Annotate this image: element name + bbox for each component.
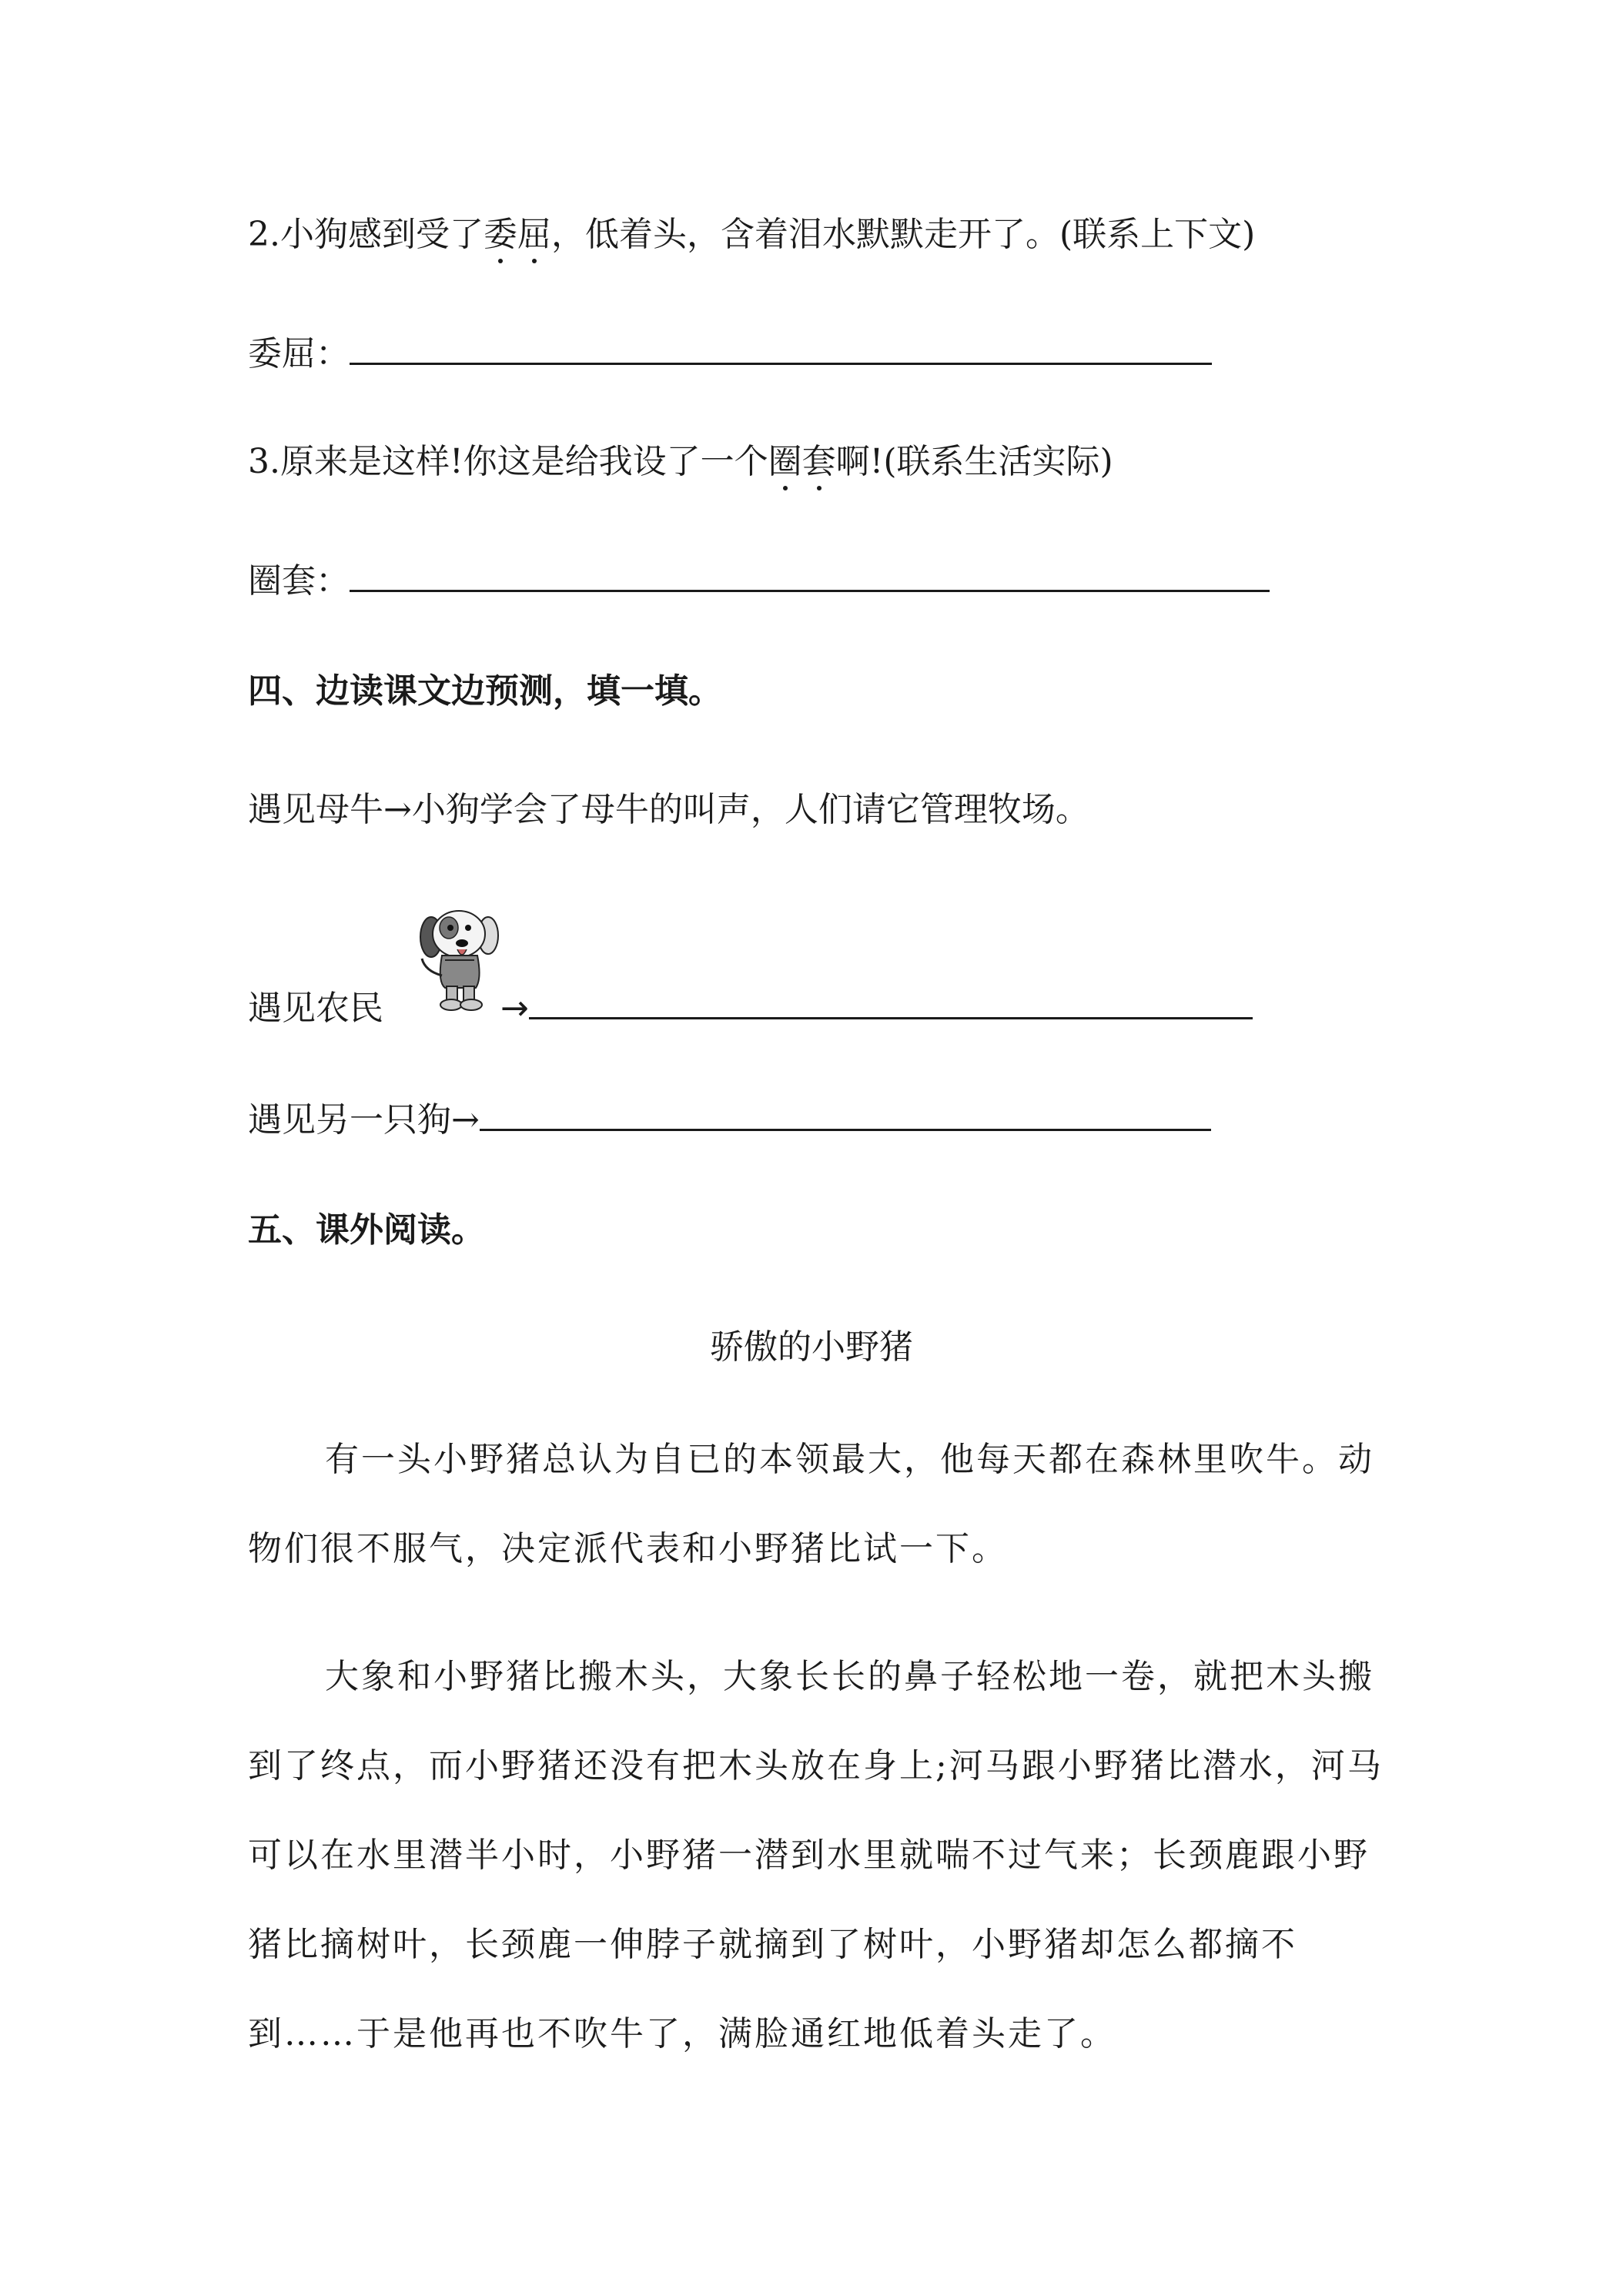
section-4-heading: 四、边读课文边预测，填一填。 — [248, 671, 722, 711]
story-title: 骄傲的小野猪 — [710, 1327, 913, 1367]
section-4-item-farmer-blank[interactable] — [529, 986, 1253, 1019]
question-3-answer-blank[interactable] — [350, 559, 1270, 592]
section-4-item-farmer-label: 遇见农民 — [248, 989, 383, 1028]
story-paragraph-1: 有一头小野猪总认为自已的本领最大，他每天都在森林里吹牛。动物们很不服气，决定派代表和小野猪比试一下。 — [248, 1440, 1374, 1568]
emphasis-char: 圈 — [768, 442, 802, 481]
emphasis-char: 委 — [483, 215, 517, 254]
question-3-text-end: 啊!(联系生活实际) — [835, 442, 1113, 481]
section-5-heading: 五、课外阅读。 — [248, 1210, 485, 1250]
section-4-item-dog — [248, 1097, 1211, 1143]
section-4-item-farmer-answer — [500, 986, 1253, 1032]
section-4-item-dog-blank[interactable] — [480, 1098, 1211, 1131]
question-2-answer-row — [248, 331, 1212, 377]
question-3-answer-label: 圈套： — [248, 561, 350, 601]
emphasis-char: 屈 — [517, 215, 551, 254]
question-2-sentence — [248, 212, 1255, 258]
emphasis-char: 套 — [801, 442, 836, 481]
question-3-sentence — [248, 439, 1113, 485]
cartoon-dog-icon — [414, 905, 507, 1012]
section-4-item-farmer — [248, 986, 383, 1032]
section-4-item-dog-label: 遇见另一只狗→ — [248, 1100, 480, 1140]
arrow-icon: → — [500, 989, 529, 1028]
question-3-text-start: 3.原来是这样!你这是给我设了一个 — [248, 442, 768, 481]
question-2-text-end: ，低着头，含着泪水默默走开了。(联系上下文) — [550, 215, 1256, 254]
story-paragraph-2: 大象和小野猪比搬木头，大象长长的鼻子轻松地一卷，就把木头搬到了终点，而小野猪还没有把木头放在身上;河马跟小野猪比潜水，河马可以在水里潜半小时，小野猪一潜到水里就喘不过气来；长颈鹿跟小野猪比摘树叶，长颈鹿一伸脖子就摘到了树叶，小野猪却怎么都摘不到……于是他再也不吹牛了，满脸通红地低着头走了。 — [248, 1657, 1384, 2053]
question-3-answer-row — [248, 558, 1270, 604]
question-2-text-start: 2.小狗感到受了 — [248, 215, 484, 254]
section-4-example: 遇见母牛→小狗学会了母牛的叫声，人们请它管理牧场。 — [248, 790, 1089, 829]
question-2-answer-label: 委屈： — [248, 334, 350, 373]
question-2-answer-blank[interactable] — [350, 332, 1212, 365]
